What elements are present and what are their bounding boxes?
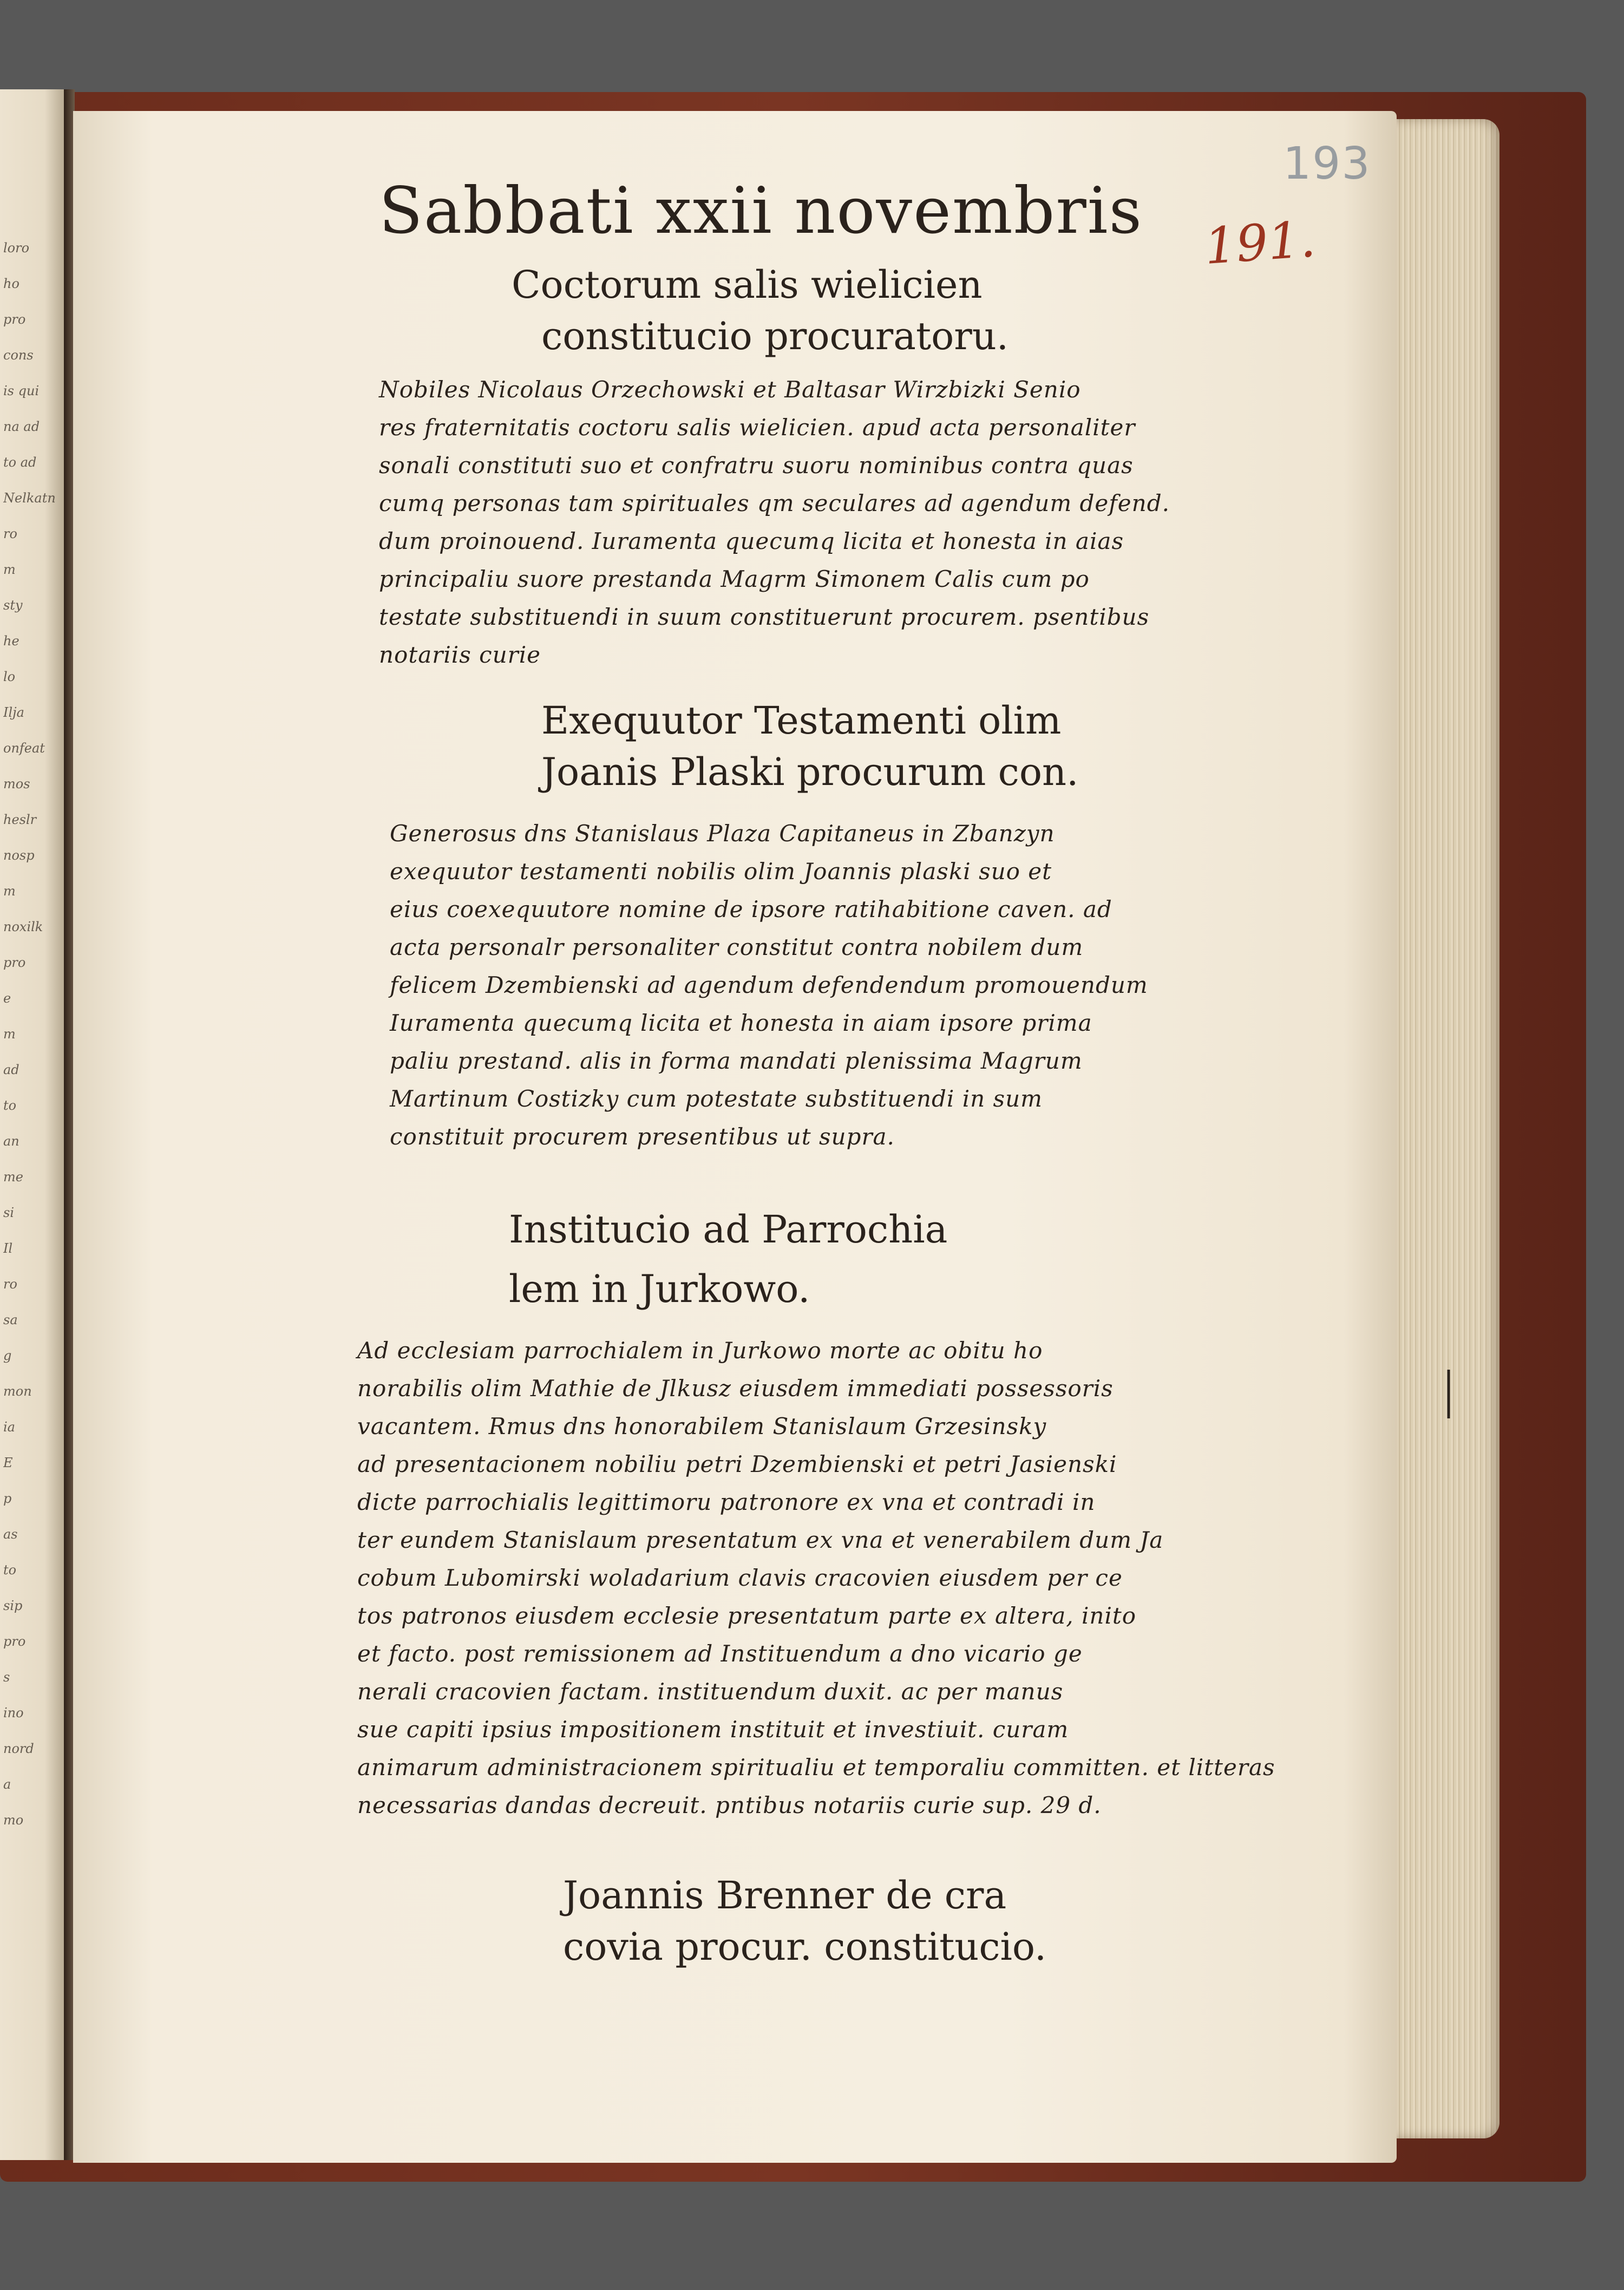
left-fragment: me — [3, 1169, 23, 1185]
left-fragment: to — [3, 1562, 17, 1578]
left-fragment: he — [3, 633, 19, 649]
left-fragment: pro — [3, 955, 26, 970]
entry-line: Generosus dns Stanislaus Plaza Capitaneus in Zbanzyn — [390, 820, 1055, 847]
left-fragment: ino — [3, 1705, 24, 1720]
folio-number-ink: 191. — [1202, 210, 1318, 276]
left-fragment: m — [3, 1026, 16, 1042]
entry-date-heading: Sabbati xxii novembris — [379, 173, 1143, 248]
left-fragment: to ad — [3, 455, 37, 470]
left-page-edge — [0, 89, 66, 2160]
entry-line: necessarias dandas decreuit. pntibus notariis curie sup. 29 d. — [357, 1792, 1102, 1818]
left-fragment: E — [3, 1455, 13, 1470]
left-fragment: ho — [3, 276, 19, 291]
left-page-fragments — [3, 230, 57, 2071]
left-fragment: nosp — [3, 848, 35, 863]
entry-line: Iuramenta quecumq licita et honesta in aiam ipsore prima — [390, 1010, 1092, 1036]
entry-line: cumq personas tam spirituales qm seculares ad agendum defend. — [379, 490, 1170, 516]
section-heading: Joanis Plaski procurum con. — [541, 750, 1079, 794]
page-edges — [1397, 119, 1499, 2138]
entry-line: sue capiti ipsius impositionem instituit et investiuit. curam — [357, 1716, 1069, 1743]
left-fragment: a — [3, 1777, 11, 1792]
left-fragment: m — [3, 884, 16, 899]
entry-line: et facto. post remissionem ad Instituendum a dno vicario ge — [357, 1640, 1083, 1667]
entry-line: cobum Lubomirski woladarium clavis cracovien eiusdem per ce — [357, 1565, 1123, 1591]
margin-mark — [1444, 1370, 1453, 1378]
entry-line: constituit procurem presentibus ut supra. — [390, 1123, 895, 1150]
entry-line: vacantem. Rmus dns honorabilem Stanislaum Grzesinsky — [357, 1413, 1047, 1440]
entry-line: paliu prestand. alis in forma mandati plenissima Magrum — [390, 1048, 1083, 1074]
left-fragment: si — [3, 1205, 14, 1220]
left-fragment: sip — [3, 1598, 23, 1613]
left-fragment: heslr — [3, 812, 37, 827]
entry-line: Nobiles Nicolaus Orzechowski et Baltasar Wirzbizki Senio — [379, 376, 1081, 403]
left-fragment: loro — [3, 240, 30, 256]
left-fragment: p — [3, 1491, 12, 1506]
heading-line-2: Coctorum salis wielicien — [512, 263, 983, 307]
left-fragment: noxilk — [3, 919, 43, 934]
left-fragment: pro — [3, 1634, 26, 1649]
left-fragment: as — [3, 1527, 18, 1542]
entry-line: animarum administracionem spiritualiu et temporaliu committen. et litteras — [357, 1754, 1275, 1781]
left-fragment: is qui — [3, 383, 40, 398]
heading-line-3: constitucio procuratoru. — [541, 314, 1009, 358]
left-fragment: na ad — [3, 419, 40, 434]
entry-line: principaliu suore prestanda Magrm Simonem Calis cum po — [379, 566, 1090, 592]
left-fragment: mos — [3, 776, 30, 791]
entry-line: Martinum Costizky cum potestate substituendi in sum — [390, 1085, 1043, 1112]
entry-line: eius coexequutore nomine de ipsore ratihabitione caven. ad — [390, 896, 1112, 922]
entry-line: Ad ecclesiam parrochialem in Jurkowo morte ac obitu ho — [357, 1337, 1043, 1364]
entry-line: ter eundem Stanislaum presentatum ex vna et venerabilem dum Ja — [357, 1527, 1164, 1553]
section-heading: Joannis Brenner de cra — [563, 1873, 1007, 1918]
left-fragment: ad — [3, 1062, 19, 1077]
entry-line: exequutor testamenti nobilis olim Joannis plaski suo et — [390, 858, 1052, 885]
left-fragment: Il — [3, 1241, 13, 1256]
entry-line: sonali constituti suo et confratru suoru nominibus contra quas — [379, 452, 1134, 479]
entry-line: testate substituendi in suum constituerunt procurem. psentibus — [379, 604, 1150, 630]
entry-line: tos patronos eiusdem ecclesie presentatum parte ex altera, inito — [357, 1602, 1137, 1629]
entry-line: norabilis olim Mathie de Jlkusz eiusdem immediati possessoris — [357, 1375, 1114, 1402]
left-fragment: to — [3, 1098, 17, 1113]
entry-line: dicte parrochialis legittimoru patronore ex vna et contradi in — [357, 1489, 1096, 1515]
section-heading: Institucio ad Parrochia — [509, 1207, 948, 1252]
entry-line: felicem Dzembienski ad agendum defendendum promouendum — [390, 972, 1148, 998]
entry-line: acta personalr personaliter constitut contra nobilem dum — [390, 934, 1084, 960]
entry-line: nerali cracovien factam. instituendum duxit. ac per manus — [357, 1678, 1064, 1705]
left-fragment: onfeat — [3, 741, 45, 756]
left-fragment: mo — [3, 1813, 24, 1828]
left-fragment: ia — [3, 1419, 15, 1435]
left-fragment: an — [3, 1134, 19, 1149]
folio-number-pencil: 193 — [1283, 138, 1371, 189]
left-fragment: g — [3, 1348, 12, 1363]
left-fragment: lo — [3, 669, 16, 684]
entry-line: ad presentacionem nobiliu petri Dzembienski et petri Jasienski — [357, 1451, 1117, 1477]
left-fragment: Nelkatn — [3, 490, 56, 506]
section-heading: covia procur. constitucio. — [563, 1925, 1047, 1969]
entry-line: res fraternitatis coctoru salis wielicien. apud acta personaliter — [379, 414, 1136, 441]
left-fragment: s — [3, 1670, 10, 1685]
left-fragment: m — [3, 562, 16, 577]
left-fragment: ro — [3, 526, 17, 541]
left-fragment: nord — [3, 1741, 34, 1756]
left-fragment: mon — [3, 1384, 32, 1399]
left-fragment: Ilja — [3, 705, 24, 720]
left-fragment: pro — [3, 312, 26, 327]
entry-line: dum proinouend. Iuramenta quecumq licita et honesta in aias — [379, 528, 1124, 554]
left-fragment: cons — [3, 348, 34, 363]
left-fragment: sty — [3, 598, 23, 613]
left-fragment: e — [3, 991, 11, 1006]
left-fragment: ro — [3, 1277, 17, 1292]
entry-line: notariis curie — [379, 642, 541, 668]
left-fragment: sa — [3, 1312, 18, 1327]
section-heading: Exequutor Testamenti olim — [541, 698, 1062, 743]
section-heading: lem in Jurkowo. — [509, 1267, 810, 1311]
